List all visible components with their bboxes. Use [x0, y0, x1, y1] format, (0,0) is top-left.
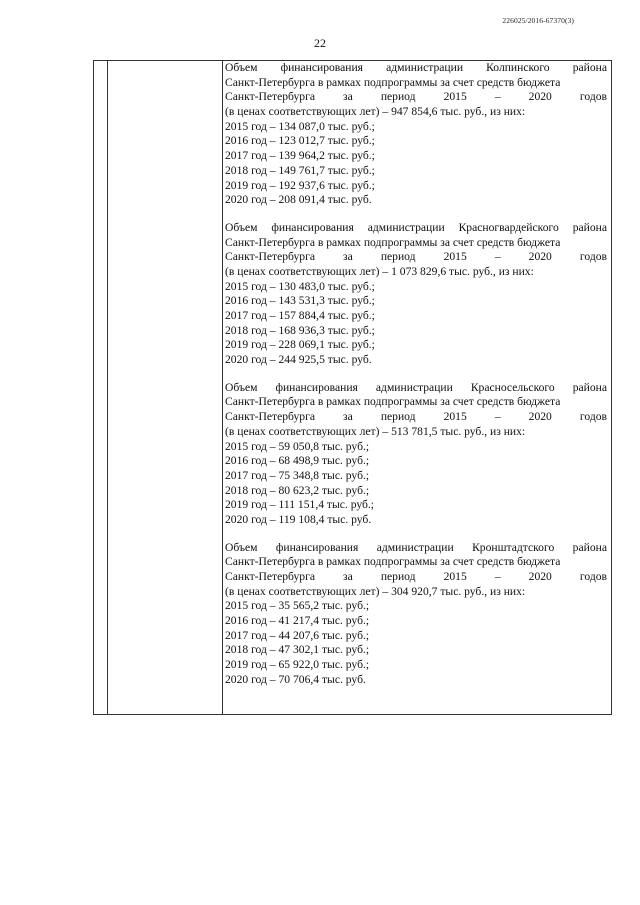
table-frame [93, 60, 612, 715]
section-line: Объем финансирования администрации Красносельского района [225, 380, 607, 394]
section-line: Санкт-Петербурга в рамках подпрограммы за счет средств бюджета [225, 235, 561, 249]
section-line: Санкт-Петербурга за период 2015 – 2020 годов [225, 570, 607, 583]
year-line: 2016 год – 41 217,4 тыс. руб.; [225, 614, 370, 628]
year-line: 2015 год – 134 087,0 тыс. руб.; [225, 119, 375, 133]
section-total-line: (в ценах соответствующих лет) – 513 781,5 тыс. руб., из них: [225, 424, 526, 438]
year-line: 2017 год – 139 964,2 тыс. руб.; [225, 149, 375, 163]
year-line: 2020 год – 244 925,5 тыс. руб. [225, 353, 372, 367]
year-line: 2016 год – 68 498,9 тыс. руб.; [225, 454, 370, 468]
year-line: 2018 год – 47 302,1 тыс. руб.; [225, 643, 370, 657]
year-line: 2020 год – 208 091,4 тыс. руб. [225, 193, 372, 207]
year-line: 2017 год – 75 348,8 тыс. руб.; [225, 468, 370, 482]
funding-section-kronshtadtsky [225, 541, 607, 688]
section-line: Объем финансирования администрации Красногвардейского района [225, 220, 607, 234]
year-line: 2016 год – 143 531,3 тыс. руб.; [225, 294, 375, 308]
year-line: 2019 год – 111 151,4 тыс. руб.; [225, 498, 375, 512]
year-line: 2015 год – 130 483,0 тыс. руб.; [225, 279, 375, 293]
funding-section-kolpinsky [225, 61, 607, 208]
section-line: Санкт-Петербурга за период 2015 – 2020 годов [225, 90, 607, 104]
table-column-divider-2 [222, 61, 223, 714]
section-line: Объем финансирования администрации Колпинского района [225, 61, 607, 74]
year-line: 2016 год – 123 012,7 тыс. руб.; [225, 134, 375, 148]
year-line: 2019 год – 192 937,6 тыс. руб.; [225, 178, 375, 192]
section-line: Санкт-Петербурга в рамках подпрограммы за счет средств бюджета [225, 395, 561, 409]
funding-section-krasnogvardeysky [225, 221, 607, 368]
year-line: 2019 год – 65 922,0 тыс. руб.; [225, 658, 370, 672]
section-total-line: (в ценах соответствующих лет) – 304 920,7 тыс. руб., из них: [225, 584, 526, 598]
year-line: 2017 год – 157 884,4 тыс. руб.; [225, 309, 375, 322]
funding-text-cell [225, 61, 607, 701]
table-column-divider-1 [107, 61, 108, 714]
document-id: 226025/2016-67370(3) [502, 16, 574, 25]
section-line: Санкт-Петербурга за период 2015 – 2020 годов [225, 410, 607, 424]
year-line: 2018 год – 168 936,3 тыс. руб.; [225, 323, 375, 337]
page-number: 22 [314, 36, 326, 50]
year-line: 2019 год – 228 069,1 тыс. руб.; [225, 338, 375, 352]
year-line: 2015 год – 59 050,8 тыс. руб.; [225, 439, 370, 453]
funding-section-krasnoselsky [225, 381, 607, 528]
year-line: 2018 год – 80 623,2 тыс. руб.; [225, 483, 370, 497]
section-line: Объем финансирования администрации Кронштадтского района [225, 540, 607, 554]
year-line: 2020 год – 119 108,4 тыс. руб. [225, 512, 372, 526]
section-line: Санкт-Петербурга за период 2015 – 2020 годов [225, 250, 607, 264]
section-line: Санкт-Петербурга в рамках подпрограммы за счет средств бюджета [225, 75, 561, 89]
year-line: 2018 год – 149 761,7 тыс. руб.; [225, 163, 375, 177]
year-line: 2015 год – 35 565,2 тыс. руб.; [225, 599, 370, 613]
year-line: 2020 год – 70 706,4 тыс. руб. [225, 672, 366, 686]
section-total-line: (в ценах соответствующих лет) – 1 073 829,6 тыс. руб., из них: [225, 264, 534, 278]
year-line: 2017 год – 44 207,6 тыс. руб.; [225, 628, 370, 642]
section-total-line: (в ценах соответствующих лет) – 947 854,6 тыс. руб., из них: [225, 105, 526, 119]
section-line: Санкт-Петербурга в рамках подпрограммы за счет средств бюджета [225, 555, 561, 569]
